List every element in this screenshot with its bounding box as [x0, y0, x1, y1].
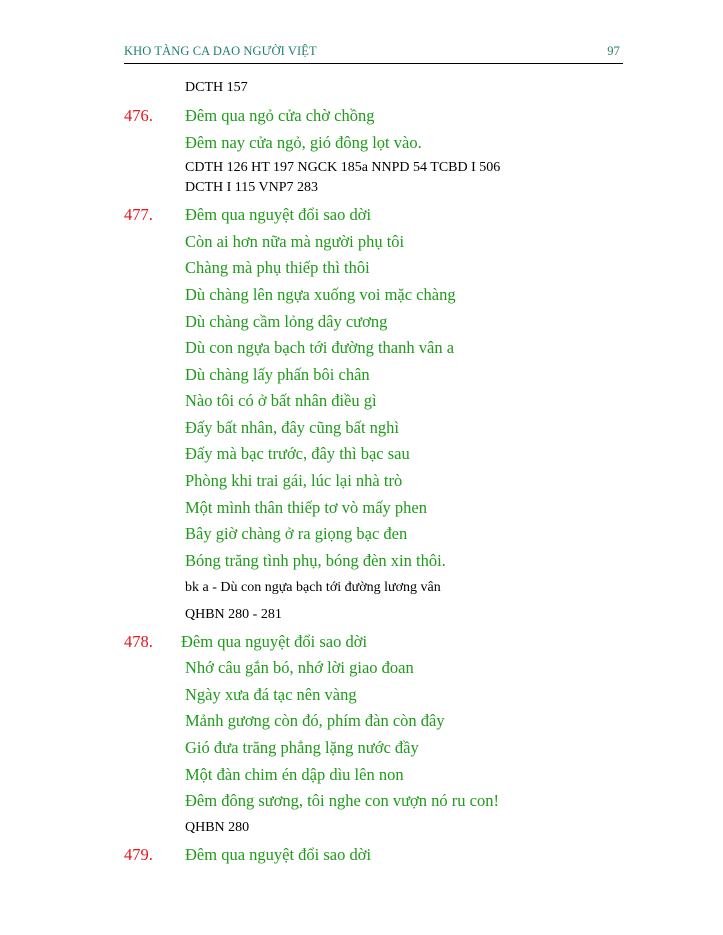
verse-line: Đêm qua nguyệt đổi sao dời: [181, 632, 368, 651]
verse-line: Dù chàng lấy phấn bôi chân: [185, 365, 370, 384]
verse-line: Đêm qua nguyệt đổi sao dời: [185, 205, 372, 224]
page-number: 97: [607, 44, 620, 58]
source-line: QHBN 280: [185, 820, 250, 835]
verse-line: Đêm nay cửa ngỏ, gió đông lọt vào.: [185, 133, 422, 152]
verse-line: Chàng mà phụ thiếp thì thôi: [185, 258, 370, 277]
header-rule: [124, 63, 623, 64]
verse-line: Dù chàng cầm lỏng dây cương: [185, 312, 388, 331]
verse-line: Dù con ngựa bạch tới đường thanh vân a: [185, 338, 455, 357]
entry-number: 476.: [124, 106, 153, 125]
verse-line: Mảnh gương còn đó, phím đàn còn đây: [185, 711, 445, 730]
verse-line: Còn ai hơn nữa mà người phụ tôi: [185, 232, 405, 251]
book-title: KHO TÀNG CA DAO NGƯỜI VIỆT: [124, 44, 317, 58]
source-line: DCTH I 115 VNP7 283: [185, 180, 319, 195]
entry-number: 477.: [124, 205, 153, 224]
entry-number: 478.: [124, 632, 153, 651]
verse-line: Đấy mà bạc trước, đây thì bạc sau: [185, 444, 410, 463]
variant-note: bk a - Dù con ngựa bạch tới đường lương vân: [185, 580, 441, 595]
verse-line: Dù chàng lên ngựa xuống voi mặc chàng: [185, 285, 456, 304]
source-line: CDTH 126 HT 197 NGCK 185a NNPD 54 TCBD I 506: [185, 160, 501, 175]
source-line: DCTH 157: [185, 80, 248, 95]
verse-line: Gió đưa trăng phẳng lặng nước đầy: [185, 738, 419, 757]
verse-line: Phòng khi trai gái, lúc lại nhà trò: [185, 471, 403, 490]
verse-line: Bây giờ chàng ở ra giọng bạc đen: [185, 524, 408, 543]
source-line: QHBN 280 - 281: [185, 607, 282, 622]
verse-line: Đêm qua nguyệt đổi sao dời: [185, 845, 372, 864]
verse-line: Đêm đông sương, tôi nghe con vượn nó ru con!: [185, 791, 499, 810]
verse-line: Ngày xưa đá tạc nên vàng: [185, 685, 357, 704]
verse-line: Một đàn chim én dập dìu lên non: [185, 765, 404, 784]
verse-line: Bóng trăng tình phụ, bóng đèn xin thôi.: [185, 551, 446, 570]
verse-line: Đấy bất nhân, đây cũng bất nghì: [185, 418, 399, 437]
entry-number: 479.: [124, 845, 153, 864]
verse-line: Một mình thân thiếp tơ vò mấy phen: [185, 498, 427, 517]
verse-line: Nhớ câu gắn bó, nhớ lời giao đoan: [185, 658, 414, 677]
verse-line: Nào tôi có ở bất nhân điều gì: [185, 391, 377, 410]
verse-line: Đêm qua ngỏ cửa chờ chồng: [185, 106, 375, 125]
